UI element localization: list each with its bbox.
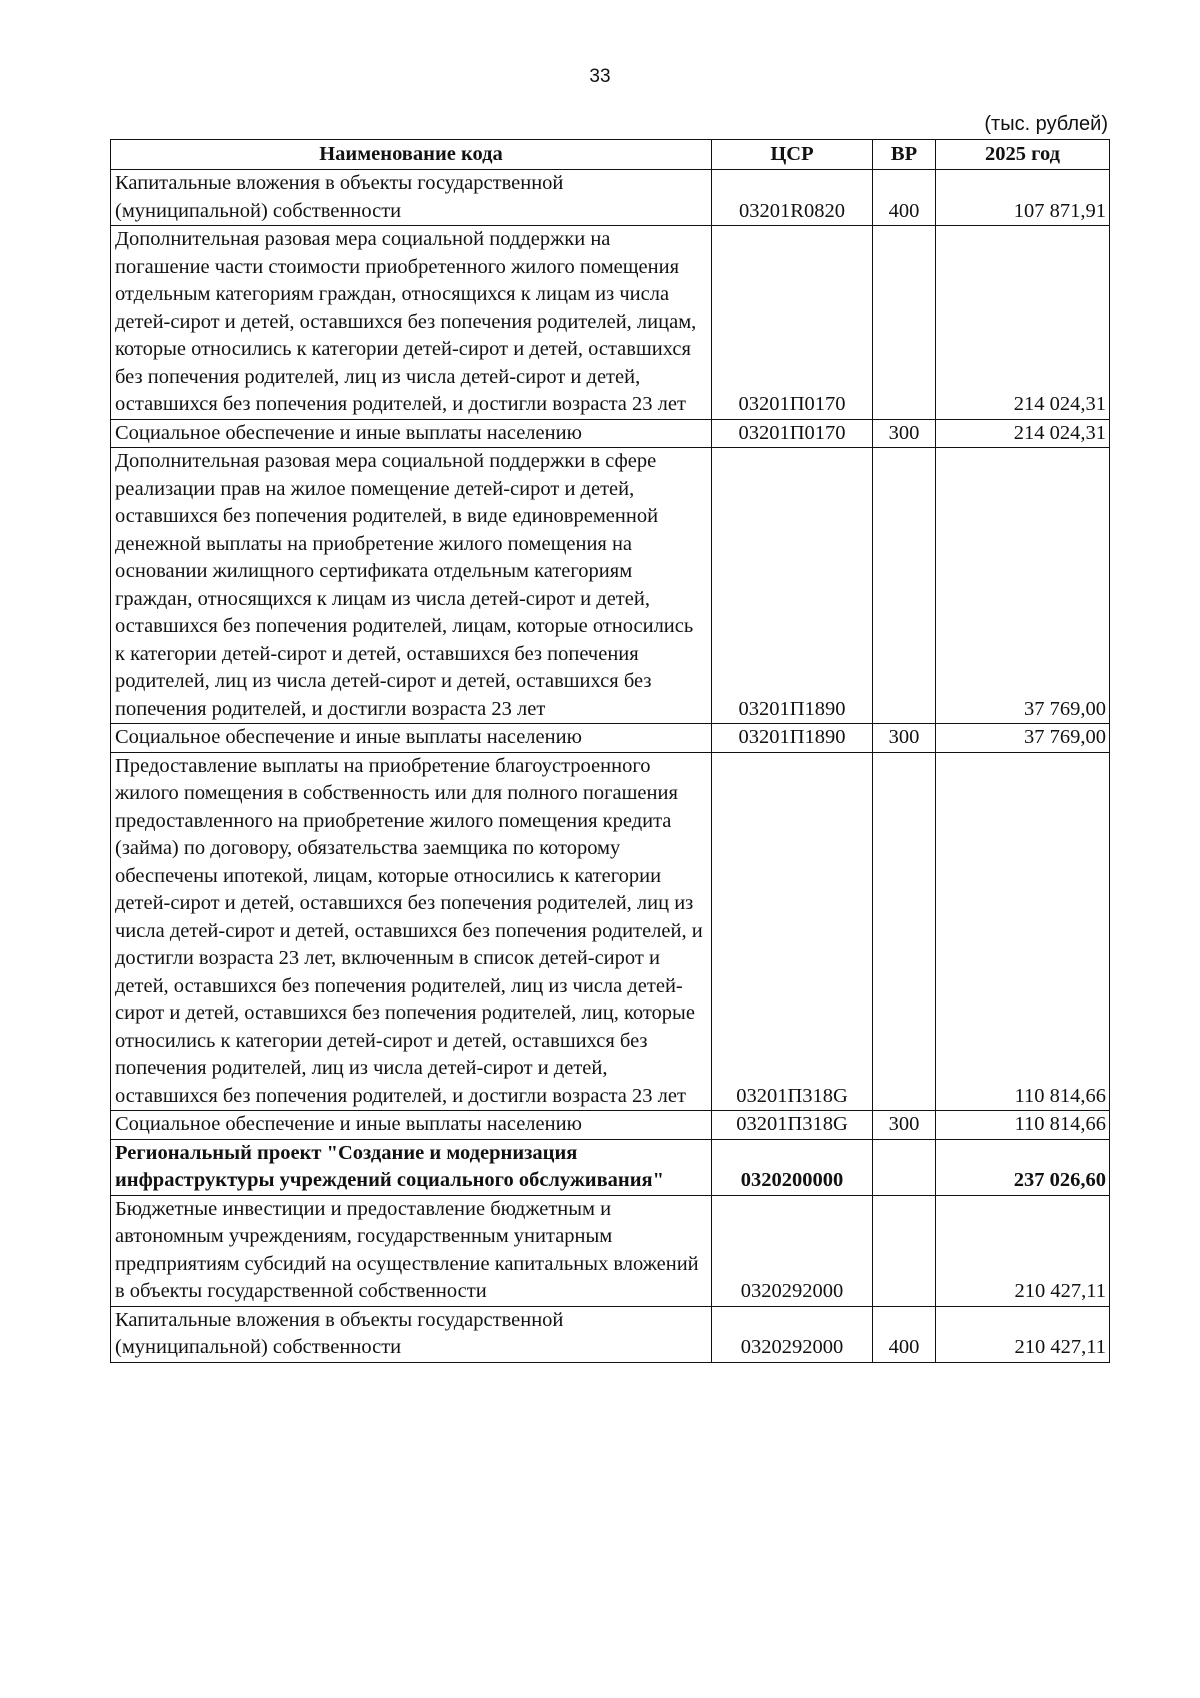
- table-row: [111, 1306, 1110, 1362]
- row-vr-cell: [873, 1139, 936, 1195]
- units-label: (тыс. рублей): [984, 113, 1108, 135]
- row-amount-cell: 214 024,31: [936, 226, 1110, 420]
- row-code-cell: 03201П0170: [712, 226, 873, 420]
- row-name-cell: Социальное обеспечение и иные выплаты населению: [111, 724, 712, 753]
- row-vr-cell: 400: [873, 1306, 936, 1362]
- row-vr-cell: [873, 752, 936, 1111]
- row-amount-cell: 214 024,31: [936, 419, 1110, 448]
- table-row: [111, 724, 1110, 753]
- row-amount-cell: 210 427,11: [936, 1195, 1110, 1306]
- row-name-cell: Дополнительная разовая мера социальной поддержки на погашение части стоимости приобретенного жилого помещения отдельным категориям граждан, относящихся к лицам из числа детей-сирот и детей, оставшихся без попечения родителей, лицам, которые относились к категории детей-сирот и детей, оставшихся без попечения родителей, лиц из числа детей-сирот и детей, оставшихся без попечения родителей, и достигли возраста 23 лет: [111, 226, 712, 420]
- row-amount-cell: 107 871,91: [936, 170, 1110, 226]
- row-name-cell: Региональный проект "Создание и модернизация инфраструктуры учреждений социального обслуживания": [111, 1139, 712, 1195]
- row-code-cell: 0320200000: [712, 1139, 873, 1195]
- row-code-cell: 03201П1890: [712, 448, 873, 724]
- page-number: 33: [589, 66, 611, 87]
- table-header-row: [111, 140, 1110, 170]
- header-code: ЦСР: [712, 140, 873, 170]
- table-row: [111, 419, 1110, 448]
- row-name-cell: Капитальные вложения в объекты государственной (муниципальной) собственности: [111, 1306, 712, 1362]
- row-vr-cell: [873, 226, 936, 420]
- header-vr: ВР: [873, 140, 936, 170]
- table-row: [111, 1111, 1110, 1140]
- row-code-cell: 03201R0820: [712, 170, 873, 226]
- row-code-cell: 0320292000: [712, 1306, 873, 1362]
- table-row: [111, 1139, 1110, 1195]
- row-name-cell: Социальное обеспечение и иные выплаты населению: [111, 1111, 712, 1140]
- row-vr-cell: [873, 448, 936, 724]
- row-code-cell: 0320292000: [712, 1195, 873, 1306]
- row-name-cell: Бюджетные инвестиции и предоставление бюджетным и автономным учреждениям, государственным унитарным предприятиям субсидий на осуществление капитальных вложений в объекты государственной собственности: [111, 1195, 712, 1306]
- row-name-cell: Дополнительная разовая мера социальной поддержки в сфере реализации прав на жилое помещение детей-сирот и детей, оставшихся без попечения родителей, в виде единовременной денежной выплаты на приобретение жилого помещения на основании жилищного сертификата отдельным категориям граждан, относящихся к лицам из числа детей-сирот и детей, оставшихся без попечения родителей, лицам, которые относились к категории детей-сирот и детей, оставшихся без попечения родителей, лиц из числа детей-сирот и детей, оставшихся без попечения родителей, и достигли возраста 23 лет: [111, 448, 712, 724]
- row-vr-cell: 300: [873, 1111, 936, 1140]
- table-row: [111, 226, 1110, 420]
- budget-table: [110, 139, 1110, 1363]
- row-amount-cell: 210 427,11: [936, 1306, 1110, 1362]
- header-amount: 2025 год: [936, 140, 1110, 170]
- row-code-cell: 03201П318G: [712, 1111, 873, 1140]
- row-code-cell: 03201П0170: [712, 419, 873, 448]
- row-code-cell: 03201П318G: [712, 752, 873, 1111]
- table-row: [111, 752, 1110, 1111]
- table-row: [111, 170, 1110, 226]
- row-amount-cell: 37 769,00: [936, 448, 1110, 724]
- row-vr-cell: 400: [873, 170, 936, 226]
- row-amount-cell: 110 814,66: [936, 1111, 1110, 1140]
- row-vr-cell: 300: [873, 419, 936, 448]
- row-amount-cell: 37 769,00: [936, 724, 1110, 753]
- row-amount-cell: 110 814,66: [936, 752, 1110, 1111]
- row-vr-cell: 300: [873, 724, 936, 753]
- row-name-cell: Предоставление выплаты на приобретение благоустроенного жилого помещения в собственность или для полного погашения предоставленного на приобретение жилого помещения кредита (займа) по договору, обязательства заемщика по которому обеспечены ипотекой, лицам, которые относились к категории детей-сирот и детей, оставшихся без попечения родителей, лиц из числа детей-сирот и детей, оставшихся без попечения родителей, и достигли возраста 23 лет, включенным в список детей-сирот и детей, оставшихся без попечения родителей, лиц из числа детей-сирот и детей, оставшихся без попечения родителей, лиц, которые относились к категории детей-сирот и детей, оставшихся без попечения родителей, лиц из числа детей-сирот и детей, оставшихся без попечения родителей, и достигли возраста 23 лет: [111, 752, 712, 1111]
- row-amount-cell: 237 026,60: [936, 1139, 1110, 1195]
- table-row: [111, 448, 1110, 724]
- row-code-cell: 03201П1890: [712, 724, 873, 753]
- row-vr-cell: [873, 1195, 936, 1306]
- table-row: [111, 1195, 1110, 1306]
- row-name-cell: Социальное обеспечение и иные выплаты населению: [111, 419, 712, 448]
- header-name: Наименование кода: [111, 140, 712, 170]
- table-body: [111, 170, 1110, 1363]
- row-name-cell: Капитальные вложения в объекты государственной (муниципальной) собственности: [111, 170, 712, 226]
